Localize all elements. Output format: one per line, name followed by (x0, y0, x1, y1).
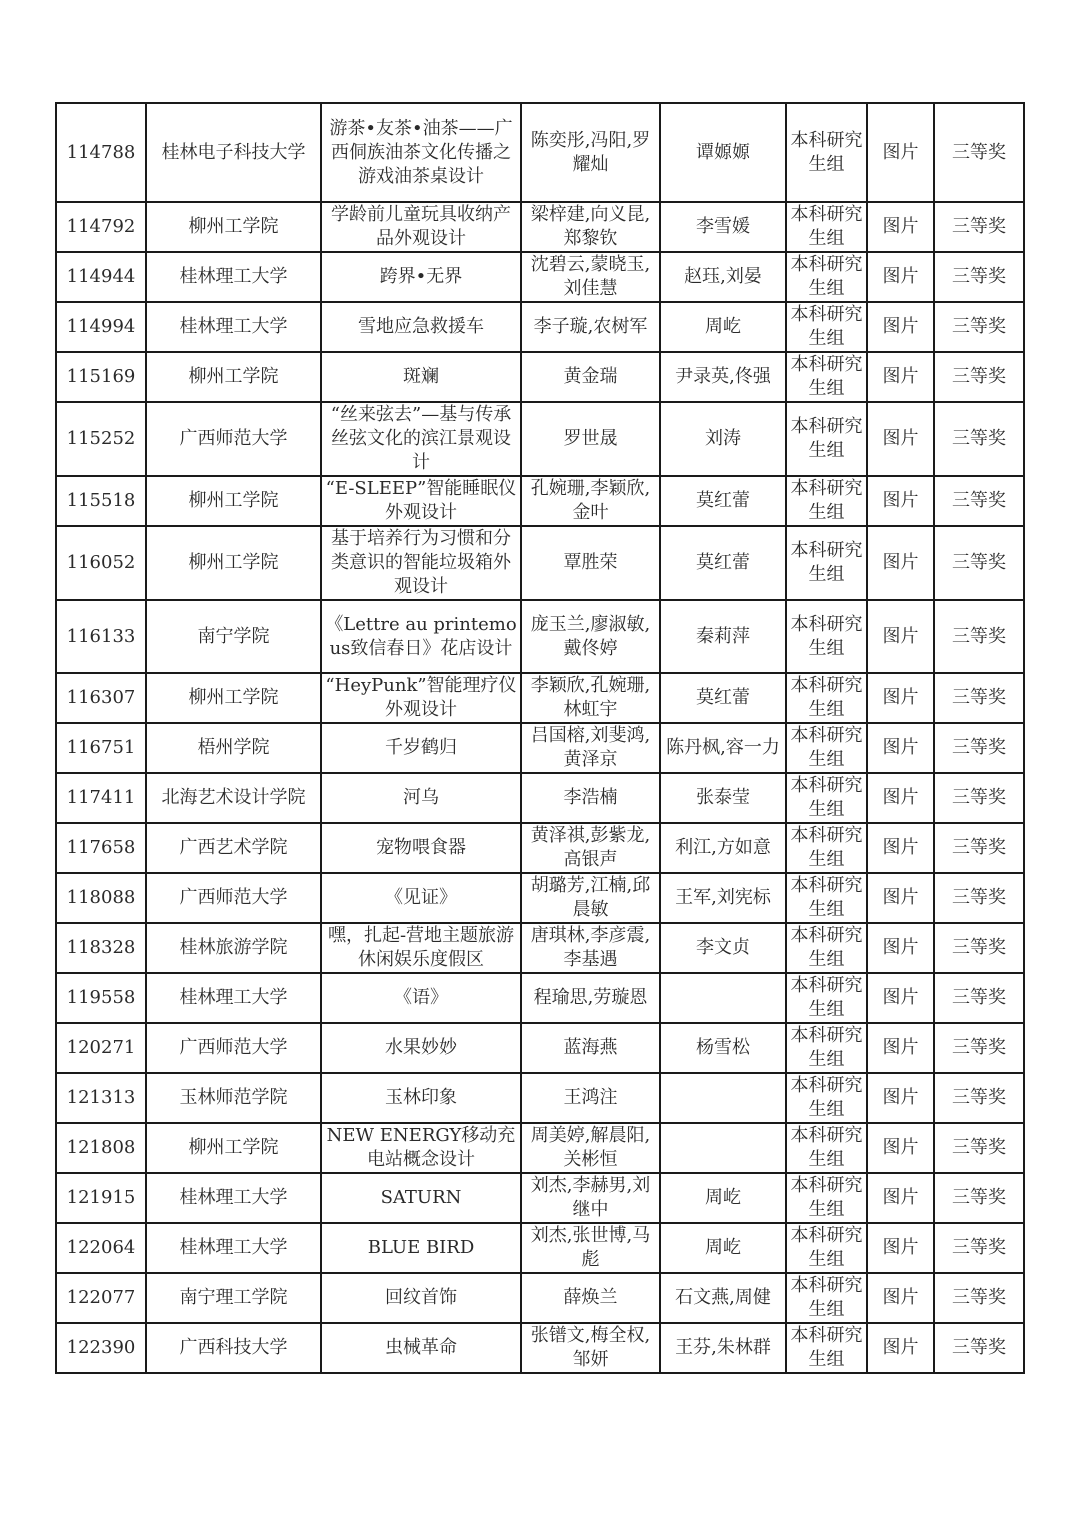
group-cell: 本科研究生组 (786, 1123, 867, 1173)
table-row (56, 1223, 1024, 1273)
table-row (56, 873, 1024, 923)
school-cell: 广西师范大学 (146, 1023, 321, 1073)
work-title-cell: 水果妙妙 (321, 1023, 521, 1073)
award-cell: 三等奖 (934, 1223, 1024, 1273)
award-cell: 三等奖 (934, 773, 1024, 823)
work-title-cell: 嘿，扎起-营地主题旅游休闲娱乐度假区 (321, 923, 521, 973)
advisor-cell: 李雪媛 (660, 202, 786, 252)
work-title-cell: BLUE BIRD (321, 1223, 521, 1273)
school-cell: 桂林理工大学 (146, 1173, 321, 1223)
authors-cell: 李颖欣,孔婉珊,林虹宇 (521, 673, 660, 723)
award-cell: 三等奖 (934, 103, 1024, 202)
authors-cell: 庞玉兰,廖淑敏,戴佟婷 (521, 600, 660, 673)
table-row (56, 526, 1024, 600)
authors-cell: 唐琪林,李彦震,李基遇 (521, 923, 660, 973)
group-cell: 本科研究生组 (786, 673, 867, 723)
group-cell: 本科研究生组 (786, 526, 867, 600)
awards-table-body (56, 103, 1024, 1373)
entry-id-cell: 114944 (56, 252, 146, 302)
work-title-cell: 基于培养行为习惯和分类意识的智能垃圾箱外观设计 (321, 526, 521, 600)
advisor-cell: 秦莉萍 (660, 600, 786, 673)
category-cell: 图片 (867, 1023, 934, 1073)
work-title-cell: 《见证》 (321, 873, 521, 923)
work-title-cell: “E-SLEEP”智能睡眠仪外观设计 (321, 476, 521, 526)
table-row (56, 923, 1024, 973)
entry-id-cell: 115169 (56, 352, 146, 402)
advisor-cell: 莫红蕾 (660, 526, 786, 600)
school-cell: 南宁理工学院 (146, 1273, 321, 1323)
group-cell: 本科研究生组 (786, 873, 867, 923)
award-cell: 三等奖 (934, 352, 1024, 402)
school-cell: 桂林理工大学 (146, 1223, 321, 1273)
award-cell: 三等奖 (934, 723, 1024, 773)
award-cell: 三等奖 (934, 673, 1024, 723)
table-row (56, 202, 1024, 252)
work-title-cell: NEW ENERGY移动充电站概念设计 (321, 1123, 521, 1173)
entry-id-cell: 122064 (56, 1223, 146, 1273)
authors-cell: 薛焕兰 (521, 1273, 660, 1323)
group-cell: 本科研究生组 (786, 402, 867, 476)
authors-cell: 胡璐芳,江楠,邱晨敏 (521, 873, 660, 923)
work-title-cell: 游茶•友茶•油茶——广西侗族油茶文化传播之游戏油茶桌设计 (321, 103, 521, 202)
school-cell: 广西师范大学 (146, 873, 321, 923)
advisor-cell: 赵珏,刘晏 (660, 252, 786, 302)
category-cell: 图片 (867, 1273, 934, 1323)
school-cell: 桂林旅游学院 (146, 923, 321, 973)
work-title-cell: 宠物喂食器 (321, 823, 521, 873)
school-cell: 柳州工学院 (146, 1123, 321, 1173)
entry-id-cell: 114994 (56, 302, 146, 352)
authors-cell: 沈碧云,蒙晓玉,刘佳慧 (521, 252, 660, 302)
advisor-cell: 王军,刘宪标 (660, 873, 786, 923)
category-cell: 图片 (867, 1173, 934, 1223)
group-cell: 本科研究生组 (786, 1223, 867, 1273)
entry-id-cell: 115252 (56, 402, 146, 476)
table-row (56, 773, 1024, 823)
category-cell: 图片 (867, 1073, 934, 1123)
advisor-cell (660, 1073, 786, 1123)
entry-id-cell: 116133 (56, 600, 146, 673)
table-row (56, 302, 1024, 352)
table-row (56, 1023, 1024, 1073)
authors-cell: 覃胜荣 (521, 526, 660, 600)
authors-cell: 李子璇,农树军 (521, 302, 660, 352)
authors-cell: 李浩楠 (521, 773, 660, 823)
authors-cell: 蓝海燕 (521, 1023, 660, 1073)
entry-id-cell: 117411 (56, 773, 146, 823)
work-title-cell: 雪地应急救援车 (321, 302, 521, 352)
advisor-cell: 陈丹枫,容一力 (660, 723, 786, 773)
authors-cell: 梁梓建,向义昆,郑黎钦 (521, 202, 660, 252)
award-cell: 三等奖 (934, 1323, 1024, 1373)
entry-id-cell: 122390 (56, 1323, 146, 1373)
group-cell: 本科研究生组 (786, 823, 867, 873)
award-cell: 三等奖 (934, 526, 1024, 600)
work-title-cell: 《Lettre au printemous致信春日》花店设计 (321, 600, 521, 673)
school-cell: 桂林理工大学 (146, 252, 321, 302)
group-cell: 本科研究生组 (786, 103, 867, 202)
category-cell: 图片 (867, 1223, 934, 1273)
category-cell: 图片 (867, 302, 934, 352)
work-title-cell: 跨界•无界 (321, 252, 521, 302)
group-cell: 本科研究生组 (786, 600, 867, 673)
authors-cell: 孔婉珊,李颖欣,金叶 (521, 476, 660, 526)
authors-cell: 刘杰,李赫男,刘继中 (521, 1173, 660, 1223)
award-cell: 三等奖 (934, 1073, 1024, 1123)
authors-cell: 周美婷,解晨阳,关彬恒 (521, 1123, 660, 1173)
category-cell: 图片 (867, 823, 934, 873)
advisor-cell: 周屹 (660, 1173, 786, 1223)
category-cell: 图片 (867, 202, 934, 252)
advisor-cell: 杨雪松 (660, 1023, 786, 1073)
school-cell: 柳州工学院 (146, 526, 321, 600)
entry-id-cell: 119558 (56, 973, 146, 1023)
authors-cell: 程瑜思,劳璇恩 (521, 973, 660, 1023)
table-row (56, 476, 1024, 526)
work-title-cell: 虫械革命 (321, 1323, 521, 1373)
award-cell: 三等奖 (934, 302, 1024, 352)
group-cell: 本科研究生组 (786, 923, 867, 973)
work-title-cell: SATURN (321, 1173, 521, 1223)
group-cell: 本科研究生组 (786, 476, 867, 526)
entry-id-cell: 117658 (56, 823, 146, 873)
work-title-cell: 河乌 (321, 773, 521, 823)
entry-id-cell: 116751 (56, 723, 146, 773)
table-row (56, 103, 1024, 202)
advisor-cell (660, 973, 786, 1023)
entry-id-cell: 115518 (56, 476, 146, 526)
work-title-cell: 《语》 (321, 973, 521, 1023)
award-cell: 三等奖 (934, 202, 1024, 252)
award-cell: 三等奖 (934, 1023, 1024, 1073)
advisor-cell: 刘涛 (660, 402, 786, 476)
work-title-cell: 回纹首饰 (321, 1273, 521, 1323)
advisor-cell: 王芬,朱林群 (660, 1323, 786, 1373)
entry-id-cell: 121808 (56, 1123, 146, 1173)
category-cell: 图片 (867, 773, 934, 823)
authors-cell: 陈奕彤,冯阳,罗耀灿 (521, 103, 660, 202)
category-cell: 图片 (867, 600, 934, 673)
award-cell: 三等奖 (934, 1173, 1024, 1223)
authors-cell: 王鸿注 (521, 1073, 660, 1123)
group-cell: 本科研究生组 (786, 773, 867, 823)
school-cell: 南宁学院 (146, 600, 321, 673)
table-row (56, 402, 1024, 476)
table-row (56, 1073, 1024, 1123)
award-cell: 三等奖 (934, 252, 1024, 302)
award-cell: 三等奖 (934, 823, 1024, 873)
work-title-cell: “丝来弦去”—基与传承丝弦文化的滨江景观设计 (321, 402, 521, 476)
group-cell: 本科研究生组 (786, 723, 867, 773)
advisor-cell: 莫红蕾 (660, 673, 786, 723)
advisor-cell: 石文燕,周健 (660, 1273, 786, 1323)
group-cell: 本科研究生组 (786, 1173, 867, 1223)
category-cell: 图片 (867, 526, 934, 600)
award-cell: 三等奖 (934, 923, 1024, 973)
award-cell: 三等奖 (934, 973, 1024, 1023)
group-cell: 本科研究生组 (786, 973, 867, 1023)
table-row (56, 600, 1024, 673)
group-cell: 本科研究生组 (786, 1323, 867, 1373)
entry-id-cell: 114792 (56, 202, 146, 252)
authors-cell: 黄金瑞 (521, 352, 660, 402)
category-cell: 图片 (867, 352, 934, 402)
group-cell: 本科研究生组 (786, 202, 867, 252)
advisor-cell: 周屹 (660, 302, 786, 352)
table-row (56, 673, 1024, 723)
school-cell: 桂林理工大学 (146, 973, 321, 1023)
entry-id-cell: 120271 (56, 1023, 146, 1073)
table-row (56, 1173, 1024, 1223)
advisor-cell (660, 1123, 786, 1173)
entry-id-cell: 116307 (56, 673, 146, 723)
advisor-cell: 尹录英,佟强 (660, 352, 786, 402)
school-cell: 柳州工学院 (146, 352, 321, 402)
group-cell: 本科研究生组 (786, 1073, 867, 1123)
award-cell: 三等奖 (934, 1273, 1024, 1323)
award-cell: 三等奖 (934, 476, 1024, 526)
table-row (56, 973, 1024, 1023)
group-cell: 本科研究生组 (786, 352, 867, 402)
award-cell: 三等奖 (934, 1123, 1024, 1173)
entry-id-cell: 118088 (56, 873, 146, 923)
category-cell: 图片 (867, 1123, 934, 1173)
group-cell: 本科研究生组 (786, 1273, 867, 1323)
advisor-cell: 莫红蕾 (660, 476, 786, 526)
entry-id-cell: 116052 (56, 526, 146, 600)
table-row (56, 723, 1024, 773)
advisor-cell: 李文贞 (660, 923, 786, 973)
school-cell: 北海艺术设计学院 (146, 773, 321, 823)
authors-cell: 吕国榕,刘斐鸿,黄泽京 (521, 723, 660, 773)
category-cell: 图片 (867, 973, 934, 1023)
school-cell: 梧州学院 (146, 723, 321, 773)
entry-id-cell: 121313 (56, 1073, 146, 1123)
table-row (56, 1323, 1024, 1373)
advisor-cell: 周屹 (660, 1223, 786, 1273)
work-title-cell: 斑斓 (321, 352, 521, 402)
school-cell: 广西师范大学 (146, 402, 321, 476)
group-cell: 本科研究生组 (786, 252, 867, 302)
authors-cell: 张镨文,梅全权,邹妍 (521, 1323, 660, 1373)
entry-id-cell: 118328 (56, 923, 146, 973)
school-cell: 广西科技大学 (146, 1323, 321, 1373)
entry-id-cell: 121915 (56, 1173, 146, 1223)
work-title-cell: “HeyPunk”智能理疗仪外观设计 (321, 673, 521, 723)
school-cell: 广西艺术学院 (146, 823, 321, 873)
authors-cell: 刘杰,张世博,马彪 (521, 1223, 660, 1273)
work-title-cell: 千岁鹤归 (321, 723, 521, 773)
category-cell: 图片 (867, 673, 934, 723)
school-cell: 桂林电子科技大学 (146, 103, 321, 202)
school-cell: 玉林师范学院 (146, 1073, 321, 1123)
table-row (56, 1273, 1024, 1323)
table-row (56, 1123, 1024, 1173)
advisor-cell: 张泰莹 (660, 773, 786, 823)
category-cell: 图片 (867, 723, 934, 773)
category-cell: 图片 (867, 476, 934, 526)
category-cell: 图片 (867, 402, 934, 476)
award-cell: 三等奖 (934, 600, 1024, 673)
table-row (56, 352, 1024, 402)
category-cell: 图片 (867, 252, 934, 302)
entry-id-cell: 114788 (56, 103, 146, 202)
authors-cell: 罗世晟 (521, 402, 660, 476)
category-cell: 图片 (867, 103, 934, 202)
category-cell: 图片 (867, 873, 934, 923)
group-cell: 本科研究生组 (786, 1023, 867, 1073)
advisor-cell: 谭嫄嫄 (660, 103, 786, 202)
school-cell: 桂林理工大学 (146, 302, 321, 352)
school-cell: 柳州工学院 (146, 202, 321, 252)
school-cell: 柳州工学院 (146, 673, 321, 723)
table-row (56, 252, 1024, 302)
advisor-cell: 利江,方如意 (660, 823, 786, 873)
authors-cell: 黄泽祺,彭紫龙,高银声 (521, 823, 660, 873)
work-title-cell: 玉林印象 (321, 1073, 521, 1123)
category-cell: 图片 (867, 1323, 934, 1373)
school-cell: 柳州工学院 (146, 476, 321, 526)
category-cell: 图片 (867, 923, 934, 973)
group-cell: 本科研究生组 (786, 302, 867, 352)
awards-table (55, 102, 1025, 1374)
work-title-cell: 学龄前儿童玩具收纳产品外观设计 (321, 202, 521, 252)
award-cell: 三等奖 (934, 873, 1024, 923)
table-row (56, 823, 1024, 873)
entry-id-cell: 122077 (56, 1273, 146, 1323)
award-cell: 三等奖 (934, 402, 1024, 476)
